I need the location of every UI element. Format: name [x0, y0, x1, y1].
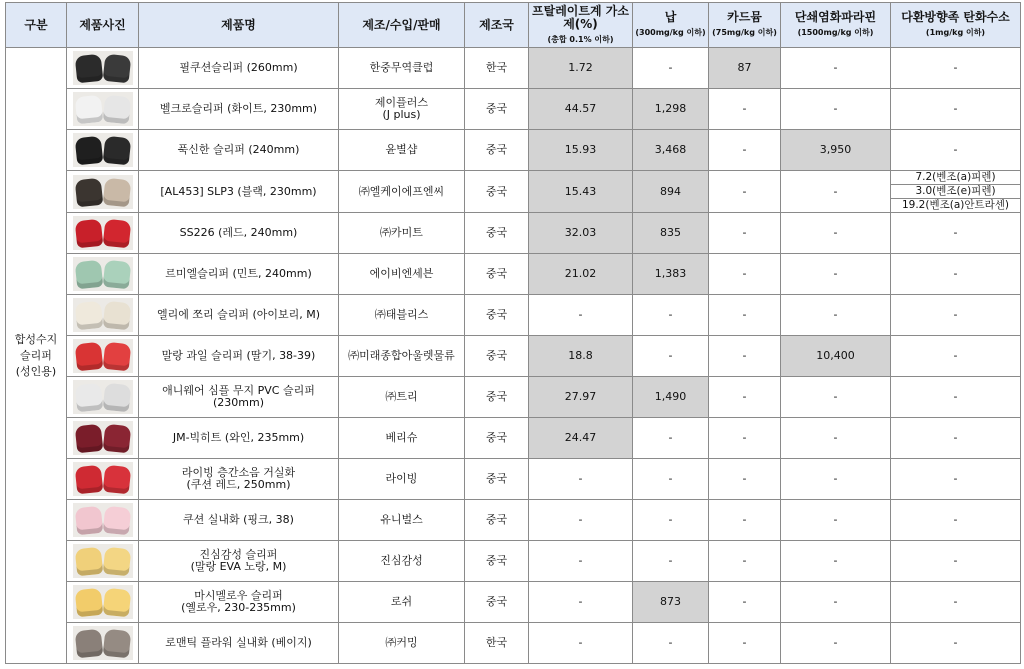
slipper-strap-photo — [73, 175, 133, 209]
right-slipper-shape — [102, 342, 131, 372]
lead-value: 1,298 — [633, 89, 709, 130]
product-name-line: 말랑 과일 슬리퍼 (딸기, 38-39) — [161, 349, 316, 362]
pah-value-line: 3.0(벤조(e)피렌) — [891, 185, 1020, 199]
country-cell: 중국 — [465, 89, 529, 130]
cadmium-value: - — [709, 213, 781, 254]
header-sccp-limit: (1500mg/kg 이하) — [797, 28, 874, 37]
slipper-cushion-red-photo — [73, 462, 133, 496]
maker-cell — [339, 48, 465, 89]
left-slipper-shape — [74, 383, 103, 413]
table-row — [6, 89, 1021, 130]
slipper-marshmallow-photo — [73, 585, 133, 619]
maker-line: ㈜미래종합아울렛물류 — [348, 349, 455, 362]
left-slipper-shape — [74, 424, 103, 454]
maker-line: ㈜태블리스 — [374, 308, 429, 321]
country-cell: 한국 — [465, 623, 529, 664]
maker-cell — [339, 171, 465, 213]
lead-value: 835 — [633, 213, 709, 254]
pah-value: - — [891, 213, 1021, 254]
table-row — [6, 213, 1021, 254]
left-slipper-shape — [74, 301, 103, 331]
photo-cell — [67, 130, 139, 171]
maker-cell — [339, 541, 465, 582]
lead-value: - — [633, 336, 709, 377]
left-slipper-shape — [74, 629, 103, 659]
photo-cell — [67, 623, 139, 664]
maker-cell — [339, 377, 465, 418]
cadmium-value: - — [709, 418, 781, 459]
table-row — [6, 582, 1021, 623]
slipper-beige-flower-photo — [73, 626, 133, 660]
phthalate-value: 18.8 — [529, 336, 633, 377]
maker-cell — [339, 295, 465, 336]
phthalate-value: 15.43 — [529, 171, 633, 213]
right-slipper-shape — [102, 629, 131, 659]
header-sccp — [781, 3, 891, 48]
product-name-cell — [139, 500, 339, 541]
pah-value: - — [891, 89, 1021, 130]
country-cell: 중국 — [465, 418, 529, 459]
right-slipper-shape — [102, 547, 131, 577]
cadmium-value: - — [709, 130, 781, 171]
header-cadmium-limit: (75mg/kg 이하) — [712, 28, 777, 37]
header-row — [6, 3, 1021, 48]
maker-line: 베리슈 — [385, 431, 418, 444]
maker-line: 에이비엔세븐 — [369, 267, 434, 280]
product-name-cell — [139, 213, 339, 254]
phthalate-value: - — [529, 582, 633, 623]
lead-value: - — [633, 459, 709, 500]
right-slipper-shape — [102, 54, 131, 84]
sccp-value: - — [781, 254, 891, 295]
left-slipper-shape — [74, 547, 103, 577]
photo-cell — [67, 541, 139, 582]
sccp-value: - — [781, 541, 891, 582]
phthalate-value: 1.72 — [529, 48, 633, 89]
pah-value: - — [891, 418, 1021, 459]
cadmium-value: - — [709, 254, 781, 295]
product-name-line: (옐로우, 230-235mm) — [181, 601, 296, 614]
country-cell: 중국 — [465, 582, 529, 623]
sccp-value: - — [781, 500, 891, 541]
category-line: (성인용) — [15, 364, 57, 378]
header-lead-label: 납 — [664, 10, 677, 24]
maker-line: ㈜카미트 — [380, 226, 423, 239]
maker-cell — [339, 89, 465, 130]
cadmium-value: - — [709, 171, 781, 213]
cadmium-value: - — [709, 500, 781, 541]
product-name-cell — [139, 130, 339, 171]
lead-value: - — [633, 295, 709, 336]
header-lead — [633, 3, 709, 48]
header-lead-limit: (300mg/kg 이하) — [635, 28, 706, 37]
country-cell: 중국 — [465, 295, 529, 336]
phthalate-value: 44.57 — [529, 89, 633, 130]
product-name-cell — [139, 336, 339, 377]
product-name-cell — [139, 171, 339, 213]
product-name-line: SS226 (레드, 240mm) — [179, 226, 298, 239]
cadmium-value: - — [709, 295, 781, 336]
maker-cell — [339, 130, 465, 171]
pah-value — [891, 171, 1021, 213]
slipper-black-red-photo — [73, 133, 133, 167]
slipper-white-pvc-photo — [73, 380, 133, 414]
table-row — [6, 377, 1021, 418]
sccp-value: - — [781, 418, 891, 459]
header-sccp-label: 단쇄염화파라핀 — [794, 10, 877, 24]
table-row — [6, 623, 1021, 664]
slipper-mint-photo — [73, 257, 133, 291]
cadmium-value: - — [709, 336, 781, 377]
left-slipper-shape — [74, 54, 103, 84]
product-name-cell — [139, 582, 339, 623]
phthalate-value: - — [529, 500, 633, 541]
category-line: 슬리퍼 — [20, 348, 52, 362]
left-slipper-shape — [74, 219, 103, 249]
table-row — [6, 254, 1021, 295]
left-slipper-shape — [74, 506, 103, 536]
table-row — [6, 541, 1021, 582]
left-slipper-shape — [74, 342, 103, 372]
pah-value: - — [891, 295, 1021, 336]
maker-cell — [339, 582, 465, 623]
header-pah-label: 다환방향족 탄화수소 — [901, 10, 1010, 24]
header-pah — [891, 3, 1021, 48]
header-phthalate-limit: (총합 0.1% 이하) — [547, 34, 614, 44]
maker-cell — [339, 623, 465, 664]
photo-cell — [67, 459, 139, 500]
phthalate-value: 24.47 — [529, 418, 633, 459]
photo-cell — [67, 171, 139, 213]
cadmium-value: - — [709, 377, 781, 418]
left-slipper-shape — [74, 588, 103, 618]
country-cell: 중국 — [465, 254, 529, 295]
country-cell: 중국 — [465, 213, 529, 254]
country-cell: 중국 — [465, 336, 529, 377]
product-name-line: JM-빅히트 (와인, 235mm) — [172, 431, 305, 444]
phthalate-value: - — [529, 459, 633, 500]
product-name-line: (말랑 EVA 노랑, M) — [190, 560, 287, 573]
phthalate-value: 32.03 — [529, 213, 633, 254]
header-country: 제조국 — [465, 3, 529, 48]
sccp-value: - — [781, 48, 891, 89]
table-row — [6, 418, 1021, 459]
right-slipper-shape — [102, 219, 131, 249]
country-cell: 중국 — [465, 130, 529, 171]
product-name-line: 쿠션 실내화 (핑크, 38) — [183, 513, 294, 526]
table-body — [6, 48, 1021, 664]
hazard-test-results-table — [5, 2, 1021, 664]
right-slipper-shape — [102, 177, 131, 207]
product-name-cell — [139, 295, 339, 336]
lead-value: - — [633, 623, 709, 664]
photo-cell — [67, 213, 139, 254]
header-category: 구분 — [6, 3, 67, 48]
lead-value: - — [633, 48, 709, 89]
lead-value: 1,490 — [633, 377, 709, 418]
right-slipper-shape — [102, 260, 131, 290]
maker-line: 로쉬 — [390, 595, 413, 608]
maker-line: ㈜엘케이에프엔씨 — [358, 184, 445, 198]
phthalate-value: - — [529, 623, 633, 664]
phthalate-value: 15.93 — [529, 130, 633, 171]
slipper-yellow-photo — [73, 544, 133, 578]
lead-value: - — [633, 500, 709, 541]
cadmium-value: - — [709, 623, 781, 664]
phthalate-value: 21.02 — [529, 254, 633, 295]
maker-line: 제이플러스 — [374, 96, 429, 109]
product-name-line: (쿠션 레드, 250mm) — [186, 478, 291, 491]
right-slipper-shape — [102, 383, 131, 413]
phthalate-value: 27.97 — [529, 377, 633, 418]
sccp-value: - — [781, 171, 891, 213]
header-photo: 제품사진 — [67, 3, 139, 48]
left-slipper-shape — [74, 177, 103, 207]
photo-cell — [67, 48, 139, 89]
header-cadmium — [709, 3, 781, 48]
product-name-cell — [139, 459, 339, 500]
lead-value: - — [633, 541, 709, 582]
right-slipper-shape — [102, 465, 131, 495]
maker-line: 유니벌스 — [380, 513, 423, 526]
maker-cell — [339, 459, 465, 500]
category-cell — [6, 48, 67, 664]
pah-value: - — [891, 254, 1021, 295]
sccp-value: 10,400 — [781, 336, 891, 377]
photo-cell — [67, 336, 139, 377]
photo-cell — [67, 582, 139, 623]
country-cell: 중국 — [465, 541, 529, 582]
maker-line: ㈜트리 — [385, 390, 418, 403]
right-slipper-shape — [102, 506, 131, 536]
pah-value-line: 7.2(벤조(a)피렌) — [891, 171, 1020, 185]
photo-cell — [67, 418, 139, 459]
maker-cell — [339, 336, 465, 377]
product-name-cell — [139, 254, 339, 295]
sccp-value: - — [781, 213, 891, 254]
pah-value: - — [891, 582, 1021, 623]
sccp-value: - — [781, 377, 891, 418]
country-cell: 중국 — [465, 171, 529, 213]
slipper-pink-photo — [73, 503, 133, 537]
country-cell: 중국 — [465, 459, 529, 500]
header-pah-limit: (1mg/kg 이하) — [925, 28, 986, 37]
table-row — [6, 48, 1021, 89]
right-slipper-shape — [102, 136, 131, 166]
pah-value: - — [891, 130, 1021, 171]
table-row — [6, 295, 1021, 336]
pah-value: - — [891, 336, 1021, 377]
maker-cell — [339, 254, 465, 295]
product-name-line: 라이빙 층간소음 거실화 — [181, 466, 296, 479]
maker-line: (J plus) — [382, 108, 421, 121]
right-slipper-shape — [102, 301, 131, 331]
header-product-name: 제품명 — [139, 3, 339, 48]
header-cadmium-label: 카드뮴 — [727, 10, 762, 24]
left-slipper-shape — [74, 465, 103, 495]
photo-cell — [67, 377, 139, 418]
cadmium-value: - — [709, 89, 781, 130]
product-name-cell — [139, 541, 339, 582]
product-name-line: 애니웨어 심플 무지 PVC 슬리퍼 — [162, 384, 315, 397]
lead-value: - — [633, 418, 709, 459]
maker-line: 진심감성 — [380, 554, 423, 567]
maker-line: ㈜커밍 — [385, 636, 418, 649]
header-phthalate-label: 프탈레이트계 가소제(%) — [532, 3, 629, 31]
lead-value: 873 — [633, 582, 709, 623]
country-cell: 중국 — [465, 377, 529, 418]
table-row — [6, 459, 1021, 500]
right-slipper-shape — [102, 424, 131, 454]
phthalate-value: - — [529, 295, 633, 336]
photo-cell — [67, 89, 139, 130]
header-phthalate — [529, 3, 633, 48]
product-name-cell — [139, 377, 339, 418]
slipper-red-photo — [73, 216, 133, 250]
pah-value: - — [891, 500, 1021, 541]
maker-cell — [339, 213, 465, 254]
table-row — [6, 130, 1021, 171]
product-name-line: 필쿠션슬리퍼 (260mm) — [179, 61, 298, 74]
cadmium-value: 87 — [709, 48, 781, 89]
pah-value: - — [891, 48, 1021, 89]
product-name-line: 마시멜로우 슬리퍼 — [194, 589, 283, 602]
country-cell: 한국 — [465, 48, 529, 89]
product-name-line: (230mm) — [212, 396, 264, 409]
cadmium-value: - — [709, 582, 781, 623]
right-slipper-shape — [102, 588, 131, 618]
product-name-cell — [139, 418, 339, 459]
table-row — [6, 171, 1021, 213]
photo-cell — [67, 500, 139, 541]
sccp-value: - — [781, 582, 891, 623]
maker-cell — [339, 500, 465, 541]
photo-cell — [67, 254, 139, 295]
right-slipper-shape — [102, 95, 131, 125]
lead-value: 894 — [633, 171, 709, 213]
sccp-value: 3,950 — [781, 130, 891, 171]
product-name-cell — [139, 48, 339, 89]
phthalate-value: - — [529, 541, 633, 582]
pah-value: - — [891, 377, 1021, 418]
photo-cell — [67, 295, 139, 336]
slipper-white-photo — [73, 92, 133, 126]
product-name-cell — [139, 89, 339, 130]
country-cell: 중국 — [465, 500, 529, 541]
lead-value: 1,383 — [633, 254, 709, 295]
product-name-line: 엘리에 쪼리 슬리퍼 (아이보리, M) — [156, 308, 321, 321]
cadmium-value: - — [709, 459, 781, 500]
slipper-ivory-photo — [73, 298, 133, 332]
maker-line: 라이빙 — [385, 472, 418, 485]
maker-cell — [339, 418, 465, 459]
slipper-wine-photo — [73, 421, 133, 455]
left-slipper-shape — [74, 136, 103, 166]
table-row — [6, 500, 1021, 541]
sccp-value: - — [781, 459, 891, 500]
sccp-value: - — [781, 89, 891, 130]
pah-value-line: 19.2(벤조(a)안트라센) — [901, 199, 1010, 211]
pah-value: - — [891, 459, 1021, 500]
slipper-black-photo — [73, 51, 133, 85]
maker-line: 한중무역클럽 — [369, 61, 434, 74]
product-name-line: 진심감성 슬리퍼 — [199, 548, 278, 561]
sccp-value: - — [781, 295, 891, 336]
cadmium-value: - — [709, 541, 781, 582]
product-name-line: [AL453] SLP3 (블랙, 230mm) — [160, 184, 317, 198]
left-slipper-shape — [74, 95, 103, 125]
sccp-value: - — [781, 623, 891, 664]
product-name-line: 벨크로슬리퍼 (화이트, 230mm) — [159, 102, 318, 115]
product-name-cell — [139, 623, 339, 664]
product-name-line: 로맨틱 플라워 실내화 (베이지) — [165, 636, 312, 649]
left-slipper-shape — [74, 260, 103, 290]
slipper-strawberry-photo — [73, 339, 133, 373]
pah-value: - — [891, 623, 1021, 664]
maker-line: 윤별샵 — [385, 143, 418, 156]
product-name-line: 푹신한 슬리퍼 (240mm) — [177, 143, 300, 156]
header-maker: 제조/수입/판매 — [339, 3, 465, 48]
table-row — [6, 336, 1021, 377]
pah-value: - — [891, 541, 1021, 582]
lead-value: 3,468 — [633, 130, 709, 171]
category-line: 합성수지 — [14, 332, 58, 346]
product-name-line: 르미엘슬리퍼 (민트, 240mm) — [165, 267, 312, 280]
